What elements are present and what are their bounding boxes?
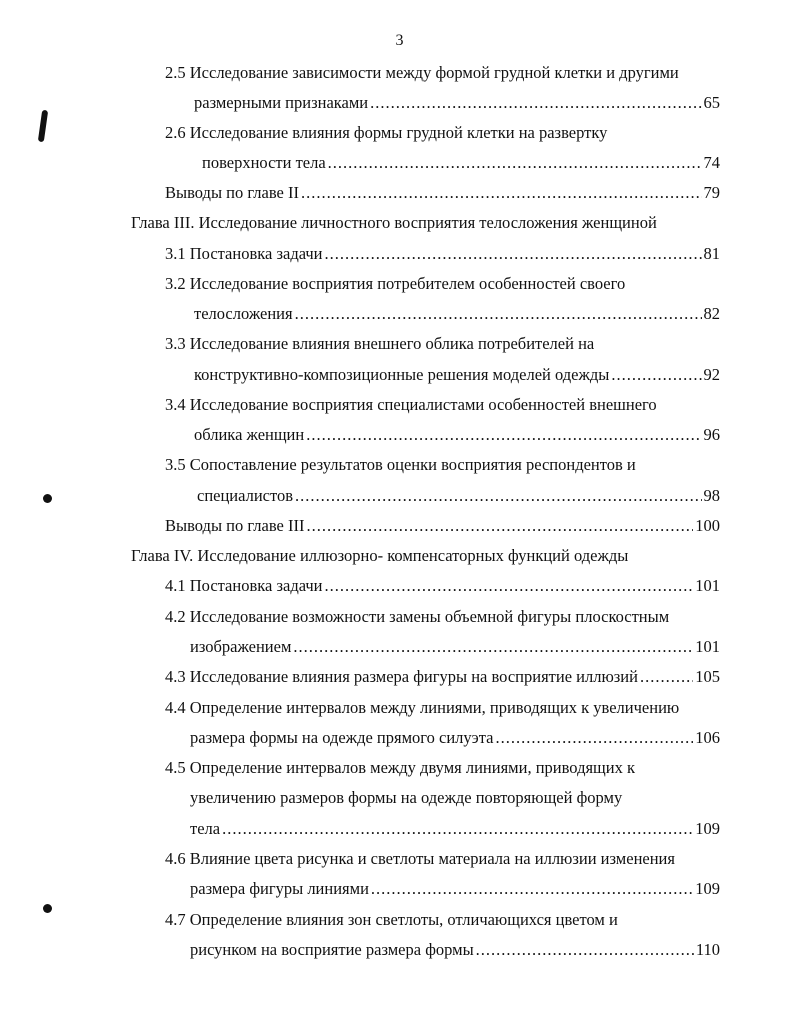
toc-entry-ch2-conclusions xyxy=(165,182,720,204)
leader-dots xyxy=(495,727,693,749)
punch-hole-mark xyxy=(43,904,52,913)
toc-entry-4-4-page: 106 xyxy=(695,728,720,747)
toc-entry-ch3-conclusions-page: 100 xyxy=(695,516,720,535)
toc-entry-4-5-line-1: 4.5 Определение интервалов между двумя линиями, приводящих к xyxy=(165,758,635,777)
toc-entry-4-5-text: тела xyxy=(190,819,221,838)
toc-entry-4-3 xyxy=(165,666,720,688)
leader-dots xyxy=(295,485,701,507)
toc-entry-4-5-last xyxy=(190,818,720,840)
toc-entry-2-6-text: поверхности тела xyxy=(202,153,326,172)
page-number: 3 xyxy=(395,32,404,49)
toc-entry-2-5-page: 65 xyxy=(703,93,720,112)
toc-entry-3-4-last xyxy=(194,424,720,446)
toc-entry-3-1-text: 3.1 Постановка задачи xyxy=(165,244,323,263)
toc-entry-3-5-line-1: 3.5 Сопоставление результатов оценки восприятия респондентов и xyxy=(165,455,636,474)
toc-entry-4-2-page: 101 xyxy=(695,637,720,656)
toc-entry-4-6-text: размера фигуры линиями xyxy=(190,879,369,898)
leader-dots xyxy=(293,636,693,658)
toc-entry-3-4-page: 96 xyxy=(703,425,720,444)
toc-chapter-4-heading: Глава IV. Исследование иллюзорно- компенсаторных функций одежды xyxy=(131,546,629,565)
toc-entry-3-2-text: телосложения xyxy=(194,304,293,323)
toc-entry-3-2-page: 82 xyxy=(703,304,720,323)
toc-entry-3-3-last xyxy=(194,364,720,386)
toc-entry-4-7-last xyxy=(190,939,720,961)
toc-entry-2-6-last xyxy=(202,152,720,174)
leader-dots xyxy=(295,303,702,325)
toc-entry-4-5-line-2: увеличению размеров формы на одежде повторяющей форму xyxy=(190,788,623,807)
leader-dots xyxy=(611,364,701,386)
toc-entry-4-7-page: 110 xyxy=(695,940,720,959)
leader-dots xyxy=(325,243,702,265)
toc-entry-4-1-text: 4.1 Постановка задачи xyxy=(165,576,323,595)
toc-entry-3-5-page: 98 xyxy=(703,486,720,505)
toc-chapter-3-heading: Глава III. Исследование личностного восприятия телосложения женщиной xyxy=(131,213,657,232)
toc-entry-4-2-last xyxy=(190,636,720,658)
toc-entry-4-7-text: рисунком на восприятие размера формы xyxy=(190,940,474,959)
toc-entry-3-5-text: специалистов xyxy=(197,486,294,505)
scan-mark xyxy=(38,110,48,143)
toc-entry-ch2-conclusions-text: Выводы по главе II xyxy=(165,183,299,202)
toc-entry-4-2-line-1: 4.2 Исследование возможности замены объемной фигуры плоскостным xyxy=(165,607,670,626)
punch-hole-mark xyxy=(43,494,52,503)
toc-entry-ch3-conclusions-text: Выводы по главе III xyxy=(165,516,305,535)
leader-dots xyxy=(301,182,702,204)
toc-entry-4-4-line-1: 4.4 Определение интервалов между линиями, приводящих к увеличению xyxy=(165,698,680,717)
toc-entry-3-2-last xyxy=(194,303,720,325)
leader-dots xyxy=(371,878,693,900)
toc-entry-2-6-page: 74 xyxy=(703,153,720,172)
toc-entry-4-7-line-1: 4.7 Определение влияния зон светлоты, отличающихся цветом и xyxy=(165,910,618,929)
toc-entry-4-1 xyxy=(165,575,720,597)
toc-entry-4-3-page: 105 xyxy=(695,667,720,686)
toc-entry-3-5-last xyxy=(197,485,720,507)
toc-entry-ch3-conclusions xyxy=(165,515,720,537)
leader-dots xyxy=(222,818,693,840)
toc-entry-3-3-page: 92 xyxy=(703,365,720,384)
toc-entry-4-6-line-1: 4.6 Влияние цвета рисунка и светлоты материала на иллюзии изменения xyxy=(165,849,675,868)
toc-entry-3-1 xyxy=(165,243,720,265)
leader-dots xyxy=(640,666,693,688)
toc-entry-2-5-text: размерными признаками xyxy=(194,93,369,112)
toc-entry-ch2-conclusions-page: 79 xyxy=(703,183,720,202)
leader-dots xyxy=(328,152,702,174)
toc-entry-3-3-text: конструктивно-композиционные решения моделей одежды xyxy=(194,365,610,384)
toc-entry-4-1-page: 101 xyxy=(695,576,720,595)
leader-dots xyxy=(306,424,701,446)
toc-entry-2-5-line-1: 2.5 Исследование зависимости между формой грудной клетки и другими xyxy=(165,63,679,82)
toc-entry-4-4-text: размера формы на одежде прямого силуэта xyxy=(190,728,494,747)
toc-entry-4-6-page: 109 xyxy=(695,879,720,898)
toc-entry-3-4-text: облика женщин xyxy=(194,425,305,444)
toc-entry-3-3-line-1: 3.3 Исследование влияния внешнего облика потребителей на xyxy=(165,334,595,353)
toc-entry-2-5-last xyxy=(194,92,720,114)
toc-entry-4-6-last xyxy=(190,878,720,900)
leader-dots xyxy=(306,515,693,537)
toc-entry-2-6-line-1: 2.6 Исследование влияния формы грудной клетки на развертку xyxy=(165,123,608,142)
toc-entry-4-3-text: 4.3 Исследование влияния размера фигуры на восприятие иллюзий xyxy=(165,667,638,686)
toc-entry-3-2-line-1: 3.2 Исследование восприятия потребителем особенностей своего xyxy=(165,274,626,293)
toc-entry-3-1-page: 81 xyxy=(703,244,720,263)
toc-entry-3-4-line-1: 3.4 Исследование восприятия специалистами особенностей внешнего xyxy=(165,395,657,414)
toc-entry-4-4-last xyxy=(190,727,720,749)
toc-entry-4-5-page: 109 xyxy=(695,819,720,838)
toc-entry-4-2-text: изображением xyxy=(190,637,292,656)
leader-dots xyxy=(325,575,694,597)
leader-dots xyxy=(370,92,701,114)
leader-dots xyxy=(476,939,694,961)
